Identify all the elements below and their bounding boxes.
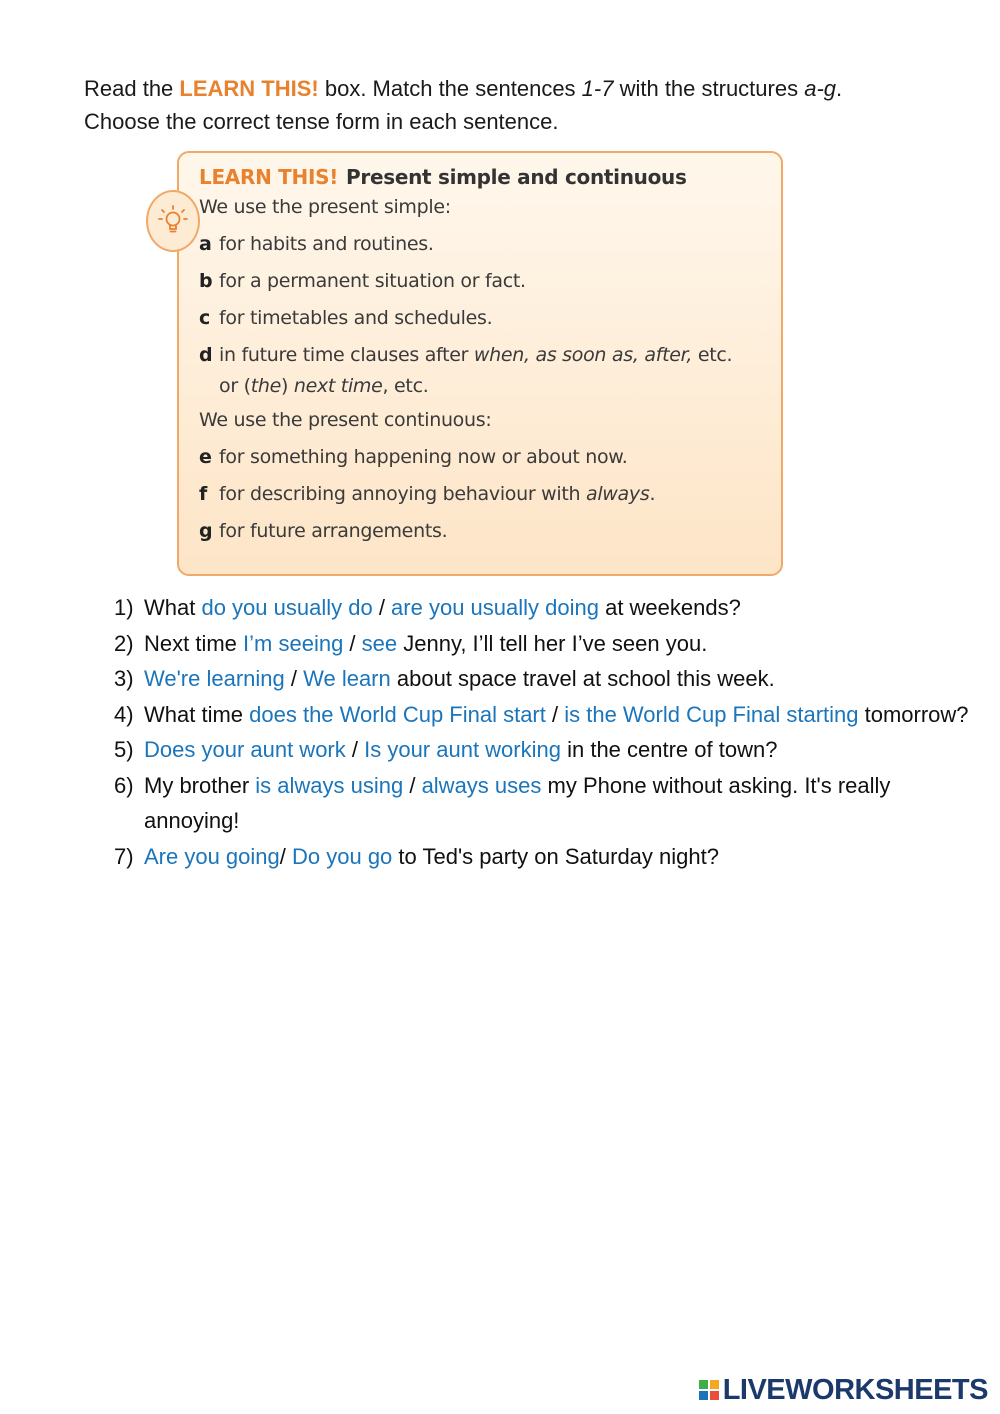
sentence-1: 1) What do you usually do / are you usually doing at weekends? xyxy=(114,595,741,620)
instruction-line-1: Read the LEARN THIS! box. Match the sentences 1-7 with the structures a-g. xyxy=(84,76,843,101)
sentence-5: 5) Does your aunt work / Is your aunt working in the centre of town? xyxy=(114,737,778,762)
sentence-7: 7) Are you going/ Do you go to Ted's party on Saturday night? xyxy=(114,843,719,869)
structure-g: g for future arrangements. xyxy=(199,520,448,542)
structure-c: c for timetables and schedules. xyxy=(199,307,493,329)
intro-present-continuous: We use the present continuous: xyxy=(199,409,492,431)
lightbulb-icon xyxy=(146,190,200,252)
sentence-3: 3) We're learning / We learn about space travel at school this week. xyxy=(114,666,775,691)
instructions xyxy=(84,72,964,138)
option-2b[interactable]: see xyxy=(361,630,398,656)
sentence-6: 6) My brother is always using / always uses my Phone without asking. It's really annoying! xyxy=(114,772,891,833)
sentence-2: 2) Next time I’m seeing / see Jenny, I’ll tell her I’ve seen you. xyxy=(114,630,708,656)
structure-e: e for something happening now or about now. xyxy=(199,446,628,468)
option-7b[interactable]: Do you go xyxy=(292,843,393,869)
option-6a[interactable]: is always using xyxy=(255,772,404,798)
option-1b[interactable]: are you usually doing xyxy=(391,595,599,620)
option-5b[interactable]: Is your aunt working xyxy=(364,737,561,762)
learn-box-label: LEARN THIS! xyxy=(199,165,339,189)
logo-text: LIVEWORKSHEETS xyxy=(722,1373,988,1406)
option-6b[interactable]: always uses xyxy=(421,772,542,798)
structure-a: a for habits and routines. xyxy=(199,233,434,255)
sentence-list xyxy=(114,590,974,874)
structure-b: b for a permanent situation or fact. xyxy=(199,270,526,292)
instruction-line-2: Choose the correct tense form in each sentence. xyxy=(84,109,559,134)
option-7a[interactable]: Are you going xyxy=(144,843,280,869)
structure-f: f for describing annoying behaviour with always. xyxy=(199,483,656,505)
option-4b[interactable]: is the World Cup Final starting xyxy=(564,701,859,727)
option-3b[interactable]: We learn xyxy=(303,666,391,691)
option-3a[interactable]: We're learning xyxy=(144,666,285,691)
learn-this-box xyxy=(177,151,783,576)
liveworksheets-logo-icon xyxy=(699,1380,719,1400)
liveworksheets-logo xyxy=(699,1372,988,1408)
structure-d: d in future time clauses after when, as soon as, after, etc. or (the) next time, etc. xyxy=(199,344,733,397)
option-4a[interactable]: does the World Cup Final start xyxy=(249,701,546,727)
intro-present-simple: We use the present simple: xyxy=(199,196,451,218)
sentence-4: 4) What time does the World Cup Final start / is the World Cup Final starting tomorrow? xyxy=(114,701,969,727)
option-1a[interactable]: do you usually do xyxy=(201,595,373,620)
option-5a[interactable]: Does your aunt work xyxy=(144,737,346,762)
option-2a[interactable]: I’m seeing xyxy=(243,630,344,656)
learn-box-title: LEARN THIS! Present simple and continuous xyxy=(199,165,687,189)
learn-this-highlight: LEARN THIS! xyxy=(179,76,319,101)
